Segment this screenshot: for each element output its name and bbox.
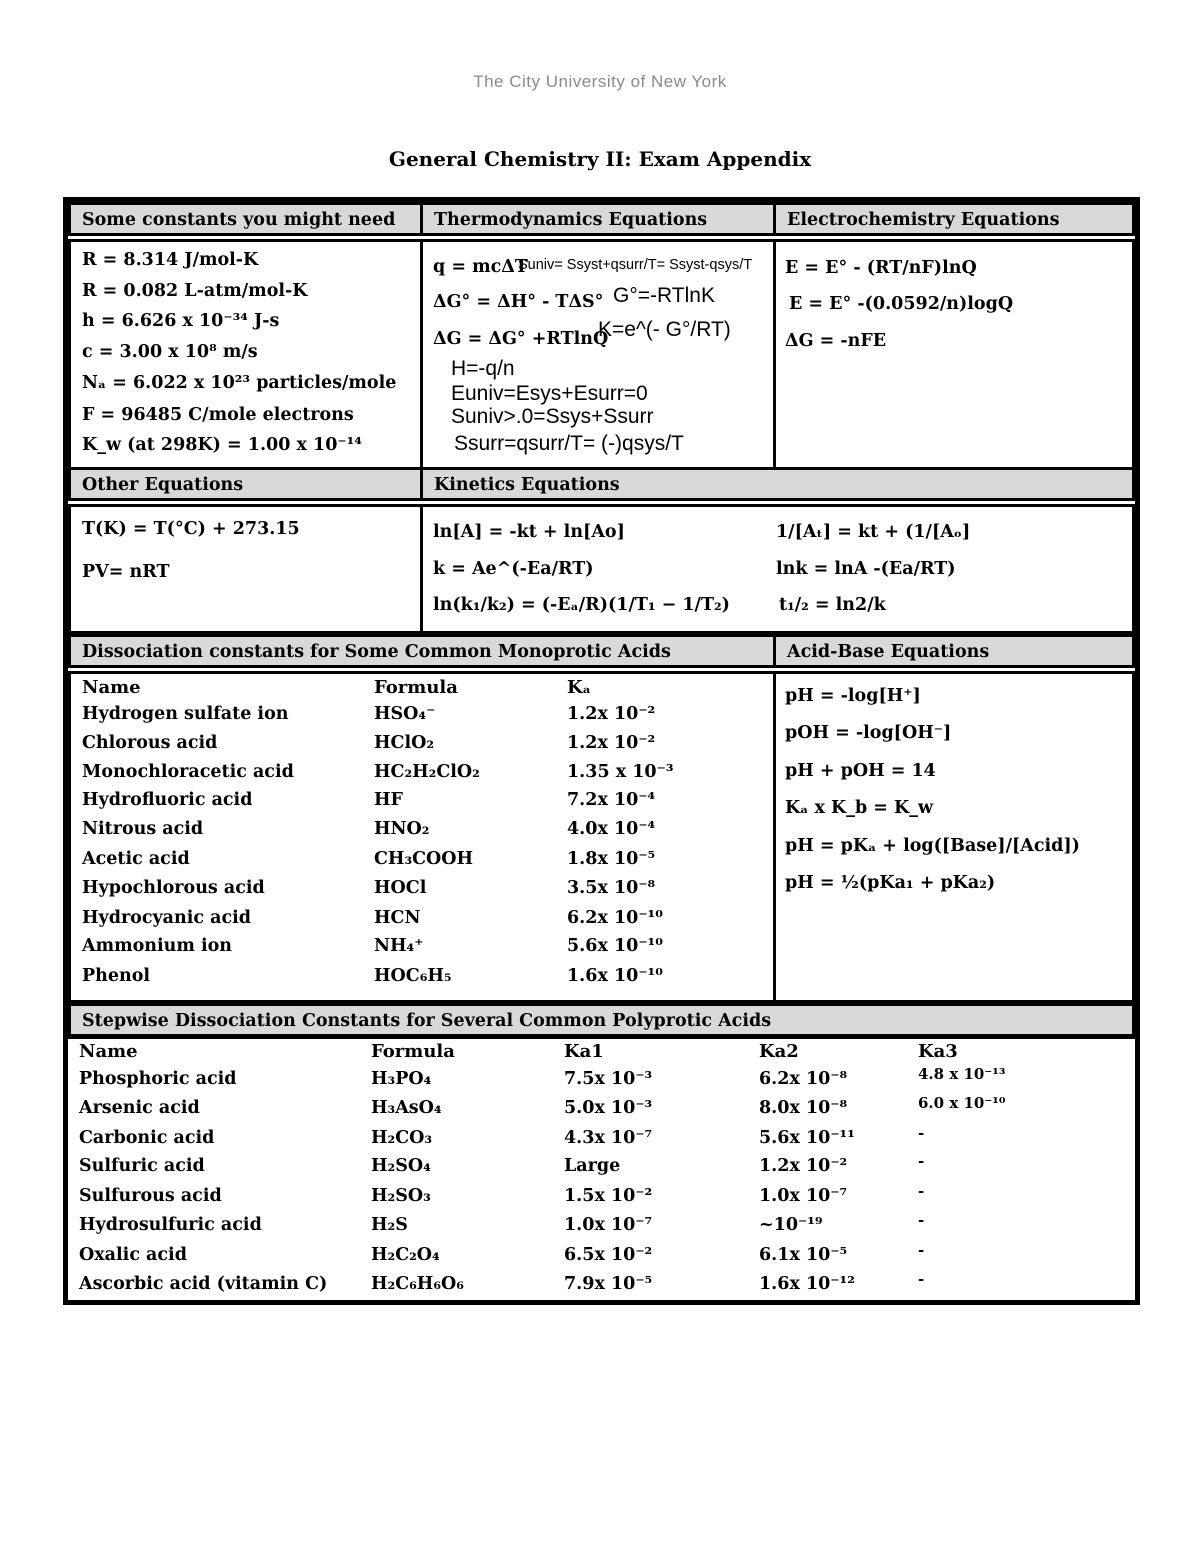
- acid-ka3: 4.8 x 10⁻¹³: [918, 1065, 1006, 1083]
- constants-box: [68, 239, 423, 470]
- acidbase-line: pH = ½(pKa₁ + pKa₂): [785, 873, 996, 893]
- acid-ka: 7.2x 10⁻⁴: [567, 790, 656, 810]
- column-header: Name: [82, 677, 141, 698]
- acid-ka: 1.8x 10⁻⁵: [567, 849, 656, 869]
- acid-ka1: 1.0x 10⁻⁷: [564, 1215, 653, 1235]
- acid-name: Arsenic acid: [79, 1098, 200, 1118]
- kinetics-heading: Kinetics Equations: [420, 467, 1135, 501]
- page-header: The City University of New York: [473, 72, 727, 91]
- acid-formula: HNO₂: [374, 819, 430, 839]
- acid-ka2: 6.2x 10⁻⁸: [759, 1069, 848, 1089]
- acid-ka3: -: [918, 1152, 925, 1170]
- table-row: [68, 1094, 1135, 1127]
- column-header: Ka3: [918, 1041, 958, 1062]
- acid-name: Hydrocyanic acid: [82, 908, 251, 928]
- handwritten-note: Ssurr=qsurr/T= (-)qsys/T: [454, 432, 684, 455]
- acid-name: Ammonium ion: [82, 936, 233, 956]
- acid-name: Hydrofluoric acid: [82, 790, 253, 810]
- acid-ka3: -: [918, 1211, 925, 1229]
- acid-name: Sulfurous acid: [79, 1186, 222, 1206]
- other-box: [68, 504, 423, 634]
- acid-name: Phosphoric acid: [79, 1069, 237, 1089]
- constants-heading: Some constants you might need: [68, 202, 423, 236]
- handwritten-note: H=-q/n: [451, 357, 515, 380]
- poly-table: [68, 1036, 1135, 1300]
- acid-formula: CH₃COOH: [374, 849, 474, 869]
- acid-name: Acetic acid: [82, 849, 190, 869]
- column-header: Formula: [374, 677, 458, 698]
- acid-ka: 1.35 x 10⁻³: [567, 762, 674, 782]
- acid-name: Hypochlorous acid: [82, 878, 265, 898]
- handwritten-note: G°=-RTlnK: [613, 284, 715, 307]
- kinetics-line: ln(k₁/k₂) = (-Eₐ/R)(1/T₁ − 1/T₂): [433, 595, 730, 615]
- acid-formula: HCN: [374, 908, 421, 928]
- thermo-heading: Thermodynamics Equations: [420, 202, 776, 236]
- acid-name: Sulfuric acid: [79, 1156, 205, 1176]
- acid-ka3: -: [918, 1241, 925, 1259]
- acid-formula: H₂C₆H₆O₆: [371, 1274, 464, 1294]
- electro-box: [773, 239, 1135, 470]
- acid-ka2: 1.0x 10⁻⁷: [759, 1186, 848, 1206]
- constant-line: K_w (at 298K) = 1.00 x 10⁻¹⁴: [82, 435, 362, 455]
- electro-heading: Electrochemistry Equations: [773, 202, 1135, 236]
- acid-formula: HF: [374, 790, 403, 810]
- mono-table: [68, 671, 776, 1003]
- acid-name: Chlorous acid: [82, 733, 218, 753]
- acidbase-line: pH = -log[H⁺]: [785, 686, 921, 706]
- acid-ka1: 4.3x 10⁻⁷: [564, 1128, 653, 1148]
- acid-formula: HOCl: [374, 878, 427, 898]
- table-row: [68, 1241, 1135, 1274]
- acid-ka1: 6.5x 10⁻²: [564, 1245, 653, 1265]
- constant-line: c = 3.00 x 10⁸ m/s: [82, 342, 258, 362]
- acid-formula: NH₄⁺: [374, 936, 424, 956]
- acid-ka2: 8.0x 10⁻⁸: [759, 1098, 848, 1118]
- handwritten-note: Euniv=Esys+Esurr=0: [451, 382, 648, 405]
- acid-formula: H₃PO₄: [371, 1069, 432, 1089]
- acid-name: Hydrosulfuric acid: [79, 1215, 262, 1235]
- column-header: Formula: [371, 1041, 455, 1062]
- thermo-box: [420, 239, 776, 470]
- acid-formula: H₂S: [371, 1215, 408, 1235]
- acid-formula: HC₂H₂ClO₂: [374, 762, 480, 782]
- table-row: [71, 762, 773, 791]
- table-row: [68, 1270, 1135, 1303]
- appendix-sheet: [63, 197, 1140, 1305]
- acid-formula: H₂SO₃: [371, 1186, 431, 1206]
- table-row: [71, 908, 773, 937]
- acid-ka2: 6.1x 10⁻⁵: [759, 1245, 848, 1265]
- acid-formula: HSO₄⁻: [374, 704, 436, 724]
- acidbase-box: [773, 671, 1135, 1003]
- electro-line: E = E° -(0.0592/n)logQ: [789, 294, 1014, 314]
- acidbase-line: pOH = -log[OH⁻]: [785, 723, 952, 743]
- acidbase-heading: Acid-Base Equations: [773, 634, 1135, 668]
- table-row: [68, 1124, 1135, 1157]
- acid-ka2: 5.6x 10⁻¹¹: [759, 1128, 855, 1148]
- acid-ka: 5.6x 10⁻¹⁰: [567, 936, 663, 956]
- acid-ka2: 1.6x 10⁻¹²: [759, 1274, 855, 1294]
- handwritten-note: K=e^(- G°/RT): [598, 318, 731, 341]
- table-row: [71, 936, 773, 965]
- kinetics-box: [420, 504, 1135, 634]
- other-line: PV= nRT: [82, 562, 170, 582]
- acid-name: Monochloracetic acid: [82, 762, 294, 782]
- constant-line: h = 6.626 x 10⁻³⁴ J-s: [82, 311, 280, 331]
- acid-name: Carbonic acid: [79, 1128, 215, 1148]
- acid-ka: 1.6x 10⁻¹⁰: [567, 966, 663, 986]
- handwritten-note: Suniv= Ssyst+qsurr/T= Ssyst-qsys/T: [518, 257, 753, 273]
- kinetics-line: 1/[Aₜ] = kt + (1/[Aₒ]: [776, 522, 971, 542]
- other-line: T(K) = T(°C) + 273.15: [82, 519, 300, 539]
- table-row: [71, 966, 773, 995]
- electro-line: E = E° - (RT/nF)lnQ: [785, 258, 977, 278]
- table-row: [71, 733, 773, 762]
- table-row: [71, 704, 773, 733]
- column-header: Name: [79, 1041, 138, 1062]
- thermo-line: ΔG° = ΔH° - TΔS°: [433, 292, 604, 312]
- acid-ka1: 7.5x 10⁻³: [564, 1069, 653, 1089]
- column-header: Ka1: [564, 1041, 604, 1062]
- acid-name: Oxalic acid: [79, 1245, 187, 1265]
- thermo-line: ΔG = ΔG° +RTlnQ: [433, 329, 609, 349]
- column-header: Ka2: [759, 1041, 799, 1062]
- table-row: [68, 1152, 1135, 1185]
- acid-formula: H₂C₂O₄: [371, 1245, 440, 1265]
- kinetics-line: ln[A] = -kt + ln[Ao]: [433, 522, 625, 542]
- table-row: [71, 849, 773, 878]
- electro-line: ΔG = -nFE: [785, 331, 887, 351]
- acid-ka3: -: [918, 1124, 925, 1142]
- constant-line: R = 8.314 J/mol-K: [82, 250, 259, 270]
- acidbase-line: Kₐ x K_b = K_w: [785, 798, 934, 818]
- acid-name: Nitrous acid: [82, 819, 204, 839]
- acidbase-line: pH = pKₐ + log([Base]/[Acid]): [785, 836, 1080, 856]
- acid-formula: H₂SO₄: [371, 1156, 431, 1176]
- acid-formula: HOC₆H₅: [374, 966, 452, 986]
- acid-ka: 1.2x 10⁻²: [567, 733, 656, 753]
- other-heading: Other Equations: [68, 467, 423, 501]
- acid-ka3: -: [918, 1182, 925, 1200]
- table-row: [68, 1211, 1135, 1244]
- table-row: [68, 1182, 1135, 1215]
- acidbase-line: pH + pOH = 14: [785, 761, 936, 781]
- table-header-row: [71, 677, 773, 706]
- acid-ka3: 6.0 x 10⁻¹⁰: [918, 1094, 1006, 1112]
- acid-ka3: -: [918, 1270, 925, 1288]
- acid-ka2: ~10⁻¹⁹: [759, 1215, 823, 1235]
- page-title: General Chemistry II: Exam Appendix: [388, 147, 812, 171]
- acid-name: Hydrogen sulfate ion: [82, 704, 289, 724]
- table-row: [71, 878, 773, 907]
- constant-line: R = 0.082 L-atm/mol-K: [82, 281, 308, 301]
- acid-ka1: 1.5x 10⁻²: [564, 1186, 653, 1206]
- acid-ka1: 5.0x 10⁻³: [564, 1098, 653, 1118]
- constant-line: F = 96485 C/mole electrons: [82, 405, 354, 425]
- acid-name: Phenol: [82, 966, 151, 986]
- table-row: [71, 790, 773, 819]
- acid-ka1: 7.9x 10⁻⁵: [564, 1274, 653, 1294]
- mono-heading: Dissociation constants for Some Common Monoprotic Acids: [68, 634, 776, 668]
- acid-ka2: 1.2x 10⁻²: [759, 1156, 848, 1176]
- kinetics-line: t₁/₂ = ln2/k: [779, 595, 886, 615]
- acid-formula: H₂CO₃: [371, 1128, 433, 1148]
- acid-ka: 3.5x 10⁻⁸: [567, 878, 656, 898]
- acid-name: Ascorbic acid (vitamin C): [79, 1274, 328, 1294]
- table-row: [71, 819, 773, 848]
- acid-ka: 4.0x 10⁻⁴: [567, 819, 656, 839]
- acid-ka1: Large: [564, 1156, 621, 1176]
- handwritten-note: Suniv>.0=Ssys+Ssurr: [451, 405, 654, 428]
- acid-formula: HClO₂: [374, 733, 435, 753]
- acid-ka: 1.2x 10⁻²: [567, 704, 656, 724]
- acid-formula: H₃AsO₄: [371, 1098, 442, 1118]
- constant-line: Nₐ = 6.022 x 10²³ particles/mole: [82, 373, 397, 393]
- thermo-line: q = mcΔT: [433, 257, 528, 277]
- acid-ka: 6.2x 10⁻¹⁰: [567, 908, 663, 928]
- column-header: Kₐ: [567, 677, 592, 698]
- kinetics-line: k = Ae^(-Ea/RT): [433, 559, 594, 579]
- kinetics-line: lnk = lnA -(Ea/RT): [776, 559, 956, 579]
- poly-heading: Stepwise Dissociation Constants for Several Common Polyprotic Acids: [68, 1003, 1135, 1037]
